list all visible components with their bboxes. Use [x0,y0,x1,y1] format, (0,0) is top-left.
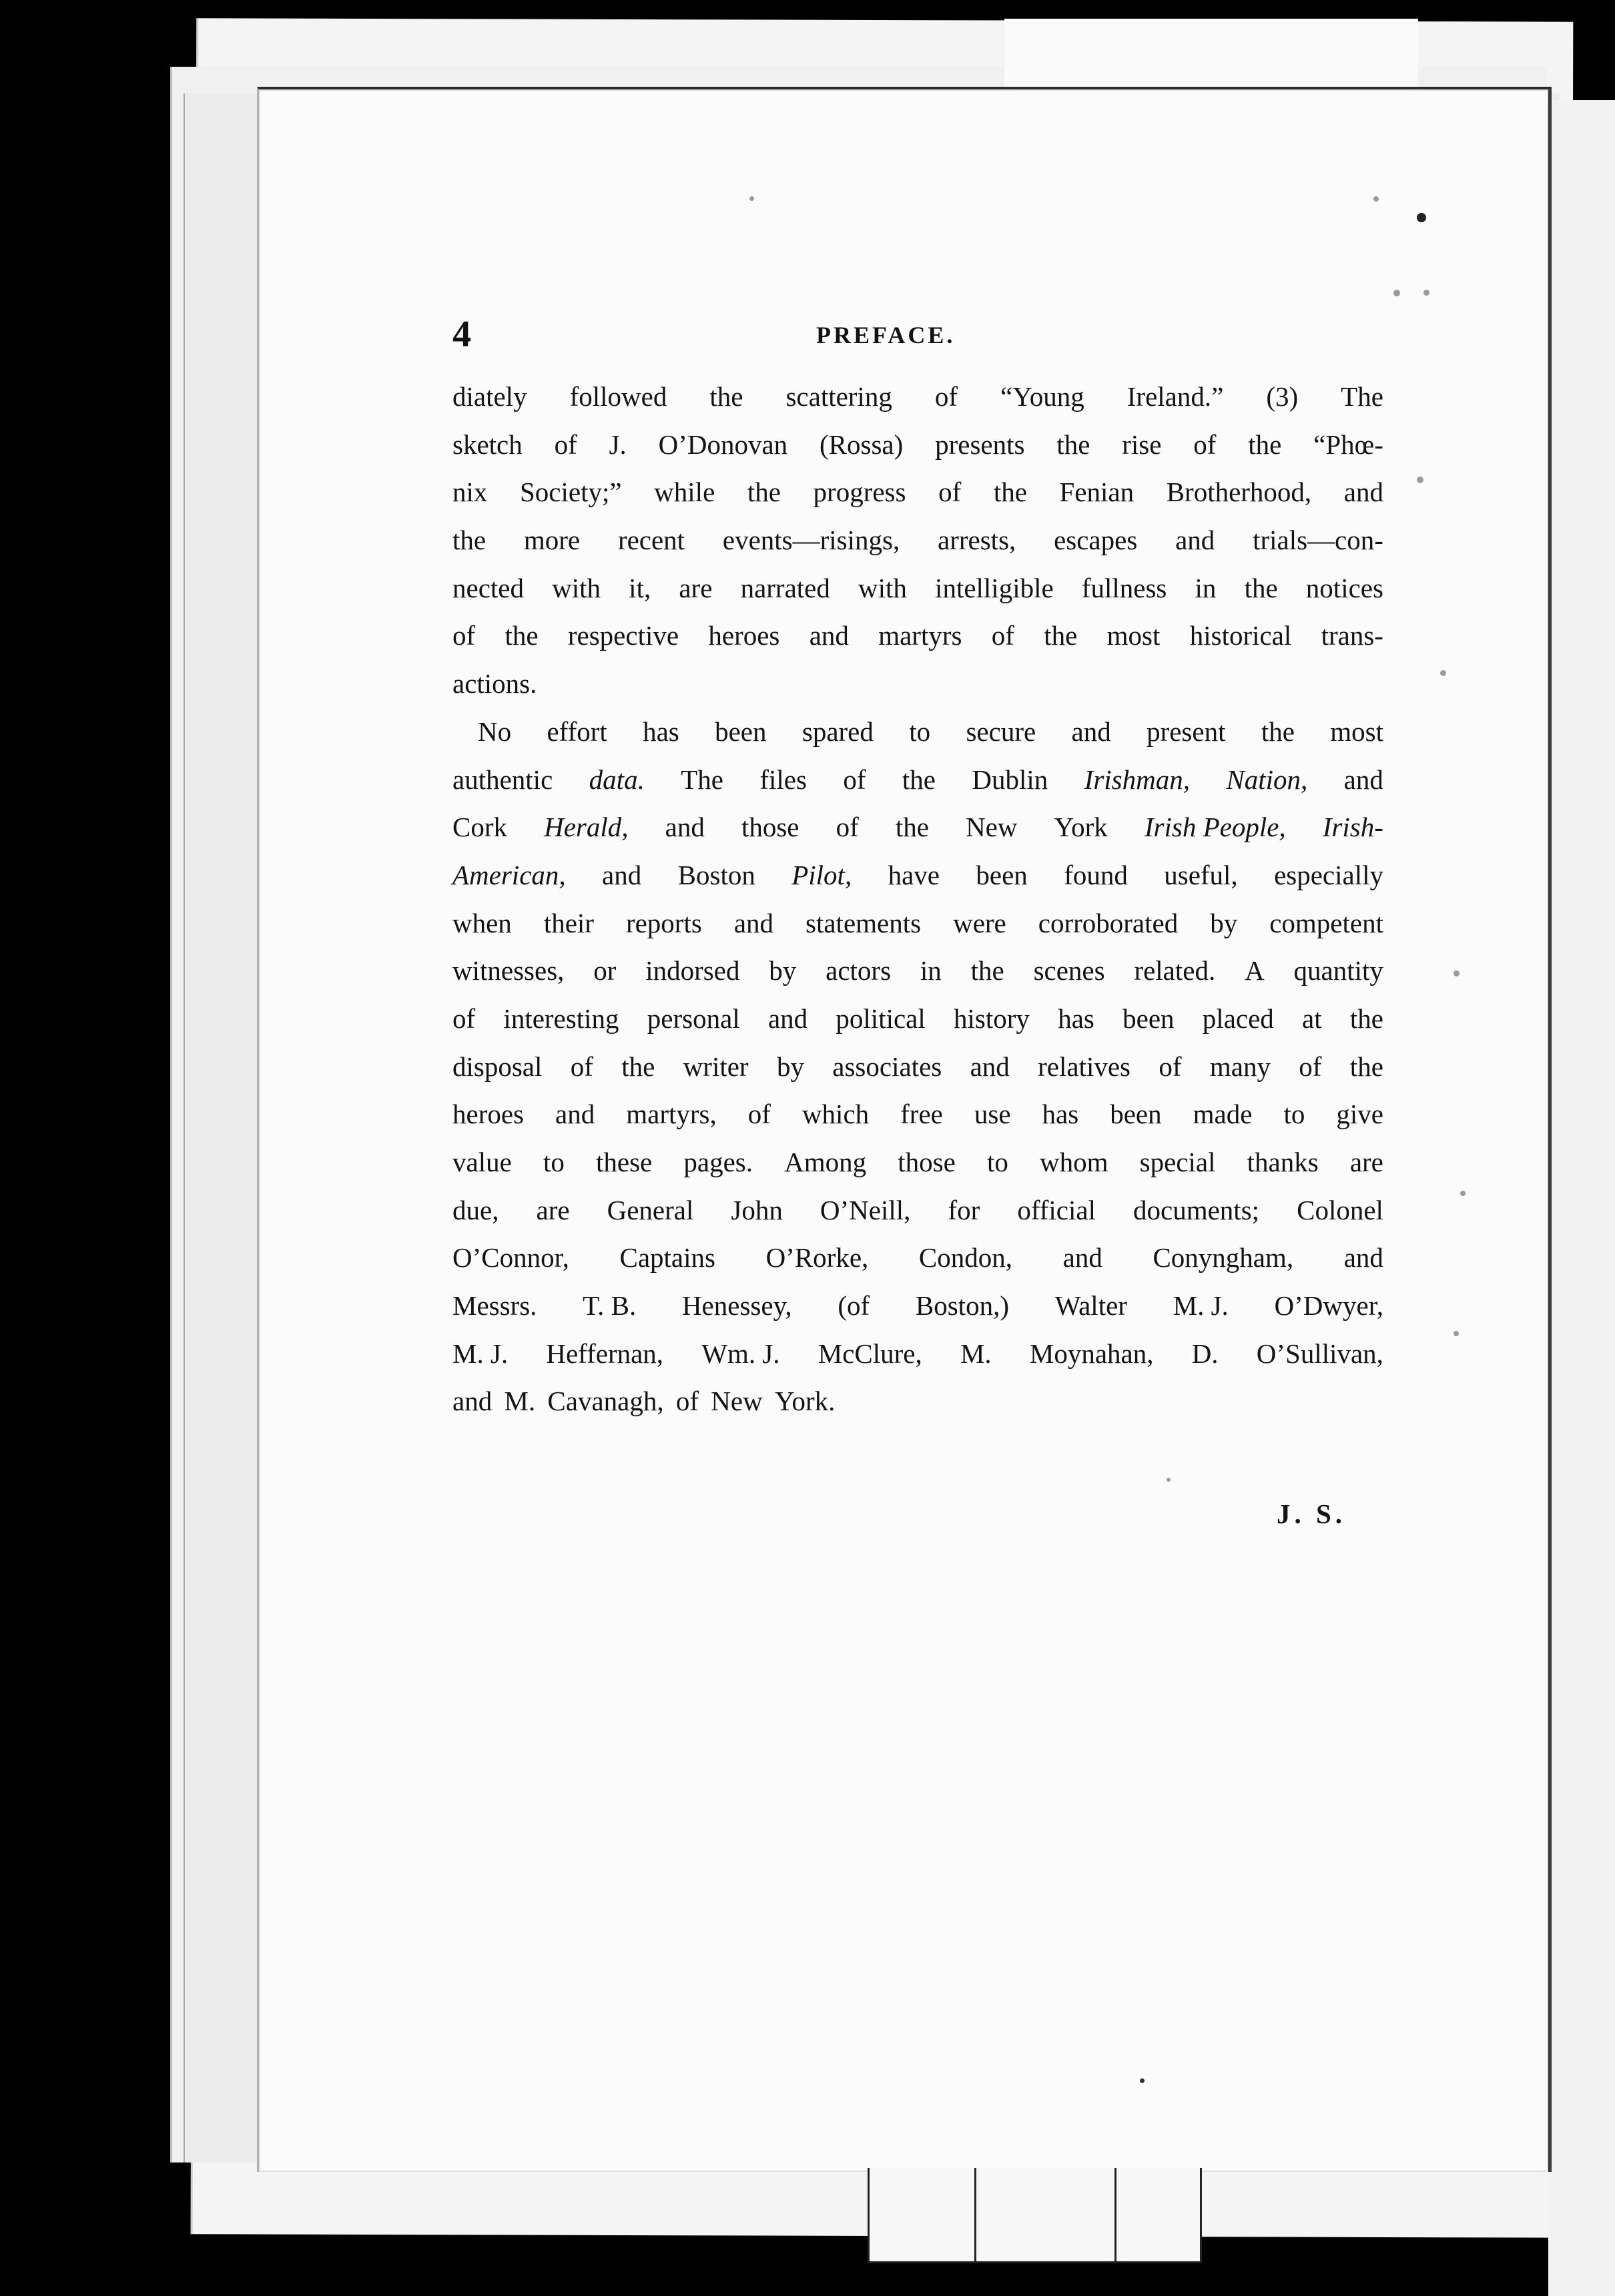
text-word: the [1056,428,1090,460]
text-word: Among [784,1147,867,1177]
text-word: has [1042,1099,1079,1130]
text-word: “Phœ- [1313,428,1383,460]
text-word: with [552,572,601,603]
text-word: reports [625,907,702,938]
text-word: the [1349,1002,1383,1034]
text-word: due, [452,1194,499,1225]
text-word: and [1071,715,1111,747]
text-word: of [836,812,859,843]
text-word: made [1193,1099,1253,1130]
text-word: York [1054,812,1108,843]
text-word: General [607,1194,694,1225]
scan-speck [1454,1331,1459,1336]
text-word: Captains [619,1242,715,1273]
text-word: heroes [708,620,780,651]
text-line [452,756,1383,804]
text-word: of [675,1386,699,1417]
text-word: give [1336,1099,1383,1130]
text-word: political [836,1002,926,1034]
text-word: statements [805,907,922,938]
text-word: of [452,1002,476,1034]
text-word: actions. [452,668,537,699]
scan-speck [1167,1478,1171,1482]
text-line [452,1091,1383,1139]
text-word: relatives [1038,1051,1131,1082]
text-word: been [715,715,767,747]
text-word: Cavanagh, [547,1386,664,1417]
text-word: the [1349,1051,1383,1082]
text-word: useful, [1164,859,1238,890]
text-word: corroborated [1038,907,1179,938]
text-word: are [679,572,713,603]
text-line [452,900,1383,948]
text-word: effort [547,715,607,747]
text-line [452,1187,1383,1235]
text-word: associates [832,1051,942,1082]
text-line [452,1378,1383,1426]
text-word: most [1330,715,1383,747]
text-word: in [920,955,942,986]
text-word: and [1343,1242,1383,1273]
text-word: has [643,715,679,747]
text-word: escapes [1054,525,1138,556]
text-word: when [452,907,512,938]
text-word: and [555,1099,595,1130]
text-word: and [767,1002,808,1034]
scan-speck [1393,290,1400,296]
text-word: M. J. [452,1338,509,1369]
text-word: documents; [1133,1194,1260,1225]
text-word: related. [1134,955,1216,986]
text-word: thanks [1247,1147,1319,1177]
text-word: and [602,859,642,890]
text-word: O’Rorke, [765,1242,869,1273]
text-word: presents [935,428,1025,460]
text-word: witnesses, [452,955,565,986]
text-word: M. [960,1338,992,1369]
text-line [452,947,1383,995]
text-word: and [809,620,849,651]
text-word: of [934,381,958,412]
text-word: are [536,1194,570,1225]
text-line [452,804,1383,852]
body-text [452,373,1383,1426]
text-word: which [801,1099,870,1130]
text-word: been [976,859,1028,890]
text-word: New [711,1386,763,1417]
text-word: No [478,715,512,747]
text-word: Society;” [520,477,622,508]
text-word: Fenian [1059,477,1135,508]
text-word: Condon, [918,1242,1013,1273]
clip-tab [868,2168,978,2263]
scan-speck [1454,970,1460,976]
text-line [452,1234,1383,1282]
page-tab [1004,19,1418,92]
text-word: of [747,1099,771,1130]
text-word: O’Neill, [820,1194,911,1225]
text-word: T. B. [583,1290,637,1322]
text-word: their [543,907,594,938]
text-word: been [1110,1099,1162,1130]
text-word: indorsed [645,955,740,986]
text-word: been [1122,1002,1175,1034]
text-word: the [1261,715,1295,747]
page-sheet [257,87,1552,2172]
text-word: Messrs. [452,1290,537,1322]
text-line [452,565,1383,613]
text-word: Colonel [1297,1194,1383,1225]
text-word: interesting [503,1002,619,1034]
text-word: Brotherhood, [1166,477,1312,508]
text-word: the [895,812,929,843]
text-word: personal [647,1002,740,1034]
text-word: actors [826,955,892,986]
text-word: the [1244,572,1278,603]
scan-speck [1373,196,1379,202]
clip-tab [974,2168,1118,2263]
text-word: the [621,1051,655,1082]
text-word: and [1343,477,1383,508]
text-word: progress [813,477,906,508]
text-word: of [1159,1051,1182,1082]
text-word: rise [1122,428,1162,460]
text-word: Dublin [972,764,1048,795]
text-word: O’Dwyer, [1274,1290,1383,1322]
text-word: John [731,1194,783,1225]
text-word: recent [617,525,685,556]
text-word: notices [1305,572,1383,603]
text-word: “Young [1000,381,1084,412]
text-word: those [898,1147,956,1177]
text-word: pages. [683,1147,753,1177]
scan-speck [749,196,754,201]
text-word: of [1299,1051,1322,1082]
text-word: those [741,812,799,843]
text-line [452,708,1383,756]
text-word: Ireland.” [1126,381,1224,412]
text-word: historical [1189,620,1292,651]
text-word: scenes [1033,955,1105,986]
text-word: spared [801,715,874,747]
text-word: and [1343,764,1383,795]
text-line [452,1330,1383,1378]
text-word: to [1283,1099,1305,1130]
text-word: of [843,764,866,795]
text-word: A [1245,955,1265,986]
text-line [452,612,1383,660]
text-word: the [1044,620,1078,651]
text-word: most [1106,620,1161,651]
text-word: to [986,1147,1008,1177]
signature: J. S. [1277,1498,1347,1529]
text-word: M. [504,1386,536,1417]
text-line [452,1282,1383,1330]
text-word: the [993,477,1027,508]
text-word: heroes [452,1099,525,1130]
scan-speck [1460,1191,1466,1196]
text-word: free [900,1099,943,1130]
text-word: quantity [1293,955,1383,986]
text-word: the [452,525,487,556]
text-word: diately [452,381,527,412]
text-line [452,1139,1383,1187]
text-word: O’Donovan [658,428,788,460]
text-word: J. [609,428,627,460]
text-word: scattering [785,381,892,412]
text-word: files [759,764,807,795]
text-word: special [1139,1147,1216,1177]
text-word: trans- [1321,620,1383,651]
text-word: martyrs, [626,1099,717,1130]
text-word: narrated [740,572,830,603]
text-word: Pilot, [791,859,852,890]
text-word: of [938,477,962,508]
text-word: fullness [1081,572,1167,603]
text-word: the [747,477,781,508]
text-word: Nation, [1226,764,1308,795]
text-word: by [776,1051,804,1082]
text-word: the [709,381,743,412]
text-word: have [888,859,940,890]
text-word: by [1210,907,1238,938]
text-word: by [769,955,797,986]
text-word: events—risings, [722,525,900,556]
scan-speck [1417,213,1426,222]
text-word: Moynahan, [1029,1338,1154,1369]
text-line [452,660,1383,708]
text-word: Walter [1054,1290,1127,1322]
text-line [452,469,1383,517]
text-word: Irish- [1322,812,1383,843]
text-word: trials—con- [1253,525,1383,556]
text-word: in [1195,572,1217,603]
text-word: and [665,812,705,843]
text-word: O’Connor, [452,1242,569,1273]
text-word: use [974,1099,1011,1130]
text-word: Cork [452,812,507,843]
text-word: intelligible [935,572,1054,603]
text-word: or [593,955,617,986]
text-word: McClure, [818,1338,922,1369]
text-word: especially [1274,859,1383,890]
text-line [452,852,1383,900]
text-word: at [1302,1002,1322,1034]
text-word: nected [452,572,524,603]
text-word: (of [838,1290,870,1322]
text-word: and [733,907,774,938]
text-word: the [970,955,1004,986]
text-word: and [452,1386,493,1417]
text-word: writer [683,1051,749,1082]
text-word: has [1058,1002,1094,1034]
text-word: with [858,572,907,603]
text-word: secure [966,715,1036,747]
text-word: Herald, [544,812,629,843]
text-word: D. [1191,1338,1219,1369]
text-word: The [681,764,723,795]
text-word: sketch [452,428,523,460]
text-word: placed [1202,1002,1274,1034]
text-line [452,995,1383,1043]
text-word: Conyngham, [1153,1242,1294,1273]
text-word: of [554,428,577,460]
text-word: whom [1040,1147,1108,1177]
text-word: authentic [452,764,553,795]
facing-page-edge [1548,100,1615,2296]
text-word: of [991,620,1014,651]
text-word: of [452,620,476,651]
running-head: PREFACE. [816,322,956,348]
text-word: data. [589,764,645,795]
text-word: these [595,1147,653,1177]
scan-speck [1423,290,1429,296]
clip-tab [1114,2168,1202,2263]
text-word: Heffernan, [546,1338,664,1369]
text-word: it, [629,572,651,603]
text-word: Henessey, [681,1290,792,1322]
text-word: value [452,1147,512,1177]
text-word: Irishman, [1084,764,1190,795]
text-line [452,1043,1383,1091]
text-line [452,517,1383,565]
page-number: 4 [452,314,471,355]
text-word: American, [452,859,566,890]
text-word: (Rossa) [820,428,904,460]
text-word: York. [774,1386,836,1417]
text-word: disposal [452,1051,543,1082]
text-word: The [1341,381,1383,412]
text-word: Irish People, [1144,812,1286,843]
scan-speck [1140,2078,1145,2083]
text-word: while [654,477,715,508]
text-word: arrests, [938,525,1016,556]
text-word: to [909,715,931,747]
text-word: and [1175,525,1215,556]
text-word: history [954,1002,1030,1034]
text-word: and [1062,1242,1102,1273]
text-word: are [1349,1147,1383,1177]
scan-speck [1417,477,1423,483]
text-word: to [543,1147,565,1177]
text-word: competent [1269,907,1383,938]
text-word: (3) [1266,381,1299,412]
text-word: for [948,1194,980,1225]
text-word: and [970,1051,1010,1082]
text-line [452,421,1383,469]
text-word: were [953,907,1006,938]
text-word: many [1209,1051,1271,1082]
text-word: the [902,764,936,795]
text-word: nix [452,477,488,508]
page-header [452,313,1387,353]
text-word: Wm. J. [701,1338,780,1369]
text-word: present [1147,715,1226,747]
text-word: of [570,1051,593,1082]
text-word: found [1064,859,1128,890]
text-word: Boston [677,859,755,890]
text-word: the [505,620,539,651]
text-word: M. J. [1173,1290,1229,1322]
text-word: official [1017,1194,1096,1225]
text-word: followed [569,381,667,412]
text-word: more [523,525,581,556]
text-word: O’Sullivan, [1256,1338,1383,1369]
text-word: Boston,) [915,1290,1009,1322]
text-word: New [966,812,1018,843]
scan-speck [1440,670,1446,676]
text-word: respective [567,620,679,651]
text-word: of [1193,428,1217,460]
text-line [452,373,1383,421]
text-word: martyrs [878,620,962,651]
text-word: the [1248,428,1282,460]
